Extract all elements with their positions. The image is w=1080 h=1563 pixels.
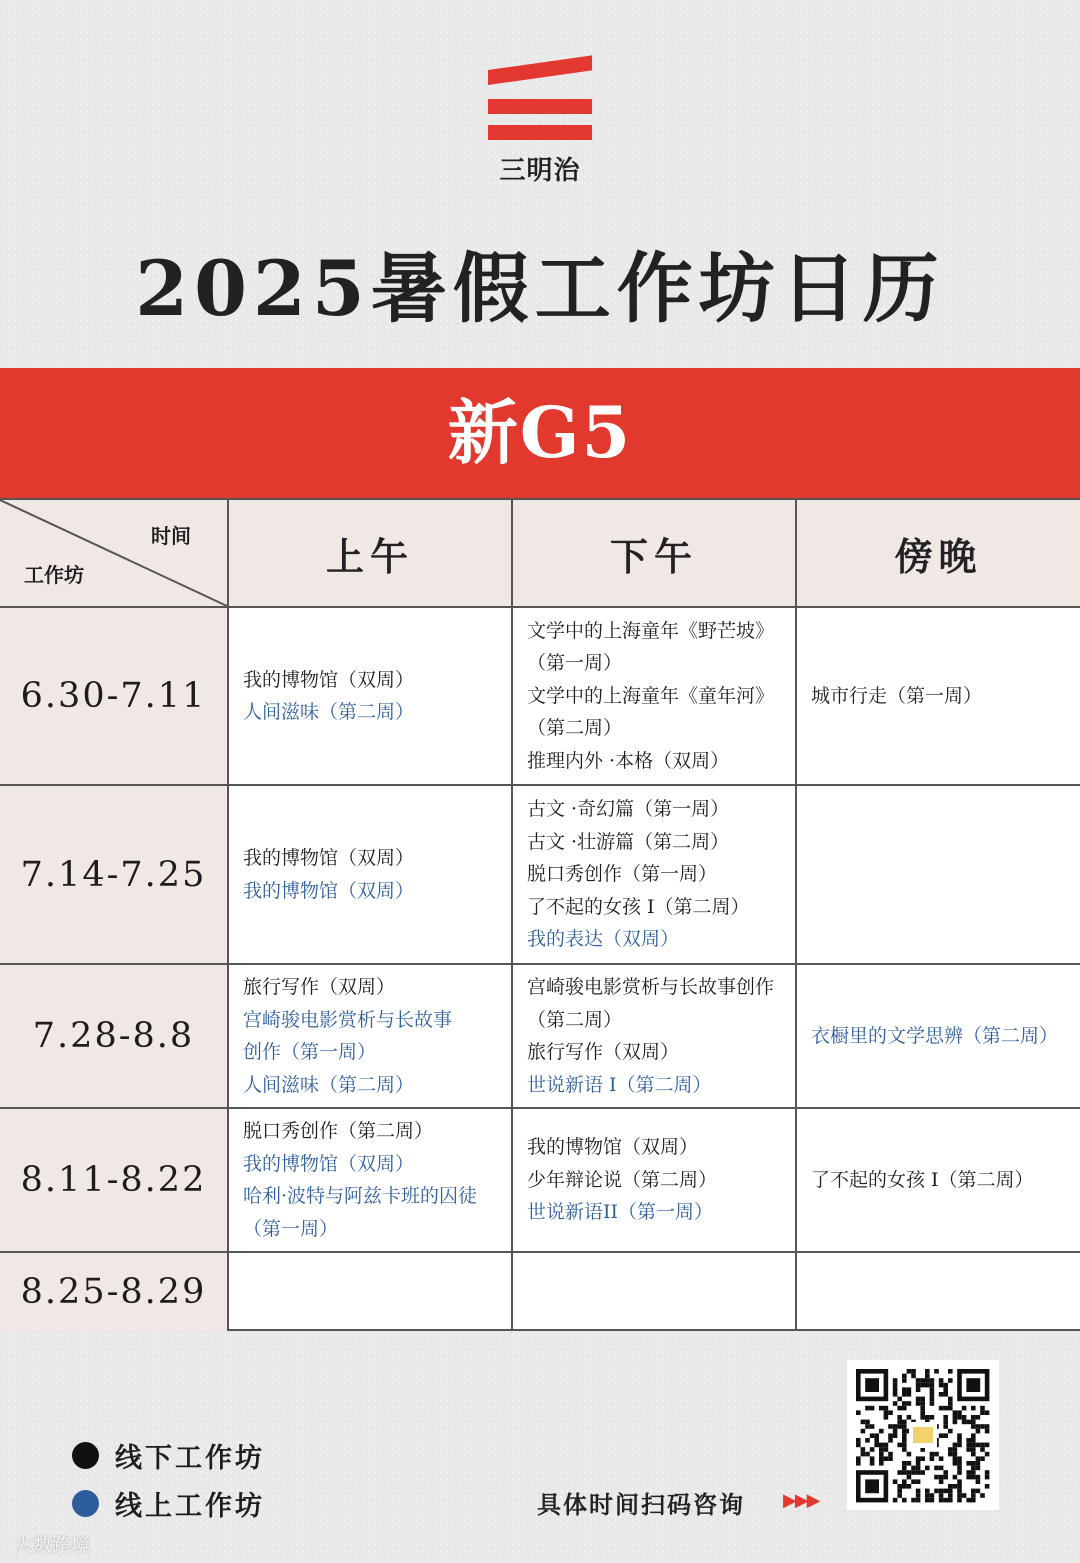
column-header-afternoon: 下午 bbox=[513, 500, 797, 608]
corner-header bbox=[0, 500, 229, 608]
legend-offline bbox=[72, 1436, 265, 1475]
schedule-cell-am bbox=[229, 786, 513, 965]
watermark-text: 大数跨境 bbox=[14, 1534, 91, 1556]
schedule-table bbox=[0, 498, 1080, 1331]
workshop-entry: 创作（第一周） bbox=[243, 1041, 377, 1063]
workshop-entry: 文学中的上海童年《野芒坡》 bbox=[527, 619, 775, 642]
brand-name: 三明治 bbox=[499, 156, 581, 186]
workshop-entry: （第二周） bbox=[527, 1008, 623, 1031]
workshop-entry: 文学中的上海童年《童年河》 bbox=[527, 684, 775, 707]
workshop-entry: 人间滋味（第二周） bbox=[243, 1073, 415, 1096]
arrow-icon: ▶▶▶ bbox=[783, 1490, 819, 1511]
workshop-entry: 哈利·波特与阿兹卡班的囚徒 bbox=[243, 1185, 478, 1207]
workshop-entry: 我的博物馆（双周） bbox=[243, 668, 415, 691]
date-range-cell: 7.28-8.8 bbox=[0, 965, 229, 1109]
workshop-entry: 宫崎骏电影赏析与长故事 bbox=[243, 1008, 453, 1031]
workshop-entry: 古文 ·壮游篇（第二周） bbox=[527, 830, 730, 853]
schedule-cell-am bbox=[229, 608, 513, 786]
logo-stripe bbox=[488, 125, 592, 140]
workshop-entry: 了不起的女孩 I（第二周） bbox=[527, 895, 750, 918]
workshop-entry: 宫崎骏电影赏析与长故事创作 bbox=[527, 976, 775, 998]
workshop-entry: 我的博物馆（双周） bbox=[243, 847, 415, 869]
schedule-cell-pm bbox=[513, 608, 797, 786]
scan-hint: 具体时间扫码咨询 bbox=[537, 1490, 745, 1519]
workshop-entry: （第二周） bbox=[527, 717, 623, 740]
date-range-cell: 7.14-7.25 bbox=[0, 786, 229, 965]
blue-dot-icon bbox=[72, 1490, 99, 1517]
workshop-entry: 旅行写作（双周） bbox=[527, 1041, 680, 1063]
workshop-entry: 少年辩论说（第二周） bbox=[527, 1168, 718, 1191]
schedule-cell-eve bbox=[797, 1109, 1080, 1253]
schedule-cell-eve bbox=[797, 1253, 1080, 1331]
workshop-entry: 人间滋味（第二周） bbox=[243, 701, 415, 723]
schedule-cell-eve bbox=[797, 786, 1080, 965]
schedule-cell-am bbox=[229, 965, 513, 1109]
workshop-entry: 我的博物馆（双周） bbox=[243, 1152, 415, 1175]
schedule-cell-pm bbox=[513, 786, 797, 965]
workshop-entry: 古文 ·奇幻篇（第一周） bbox=[527, 798, 730, 821]
legend-offline-label: 线下工作坊 bbox=[115, 1443, 265, 1474]
legend-online-label: 线上工作坊 bbox=[115, 1491, 265, 1522]
diagonal-divider bbox=[0, 500, 229, 608]
workshop-entry: 我的表达（双周） bbox=[527, 928, 680, 951]
qr-code-pattern bbox=[847, 1360, 999, 1510]
date-range-cell: 8.11-8.22 bbox=[0, 1109, 229, 1253]
workshop-entry: 推理内外 ·本格（双周） bbox=[527, 749, 730, 772]
workshop-entry: 我的博物馆（双周） bbox=[243, 879, 415, 902]
column-header-evening: 傍晚 bbox=[797, 500, 1080, 608]
workshop-entry: 我的博物馆（双周） bbox=[527, 1136, 699, 1159]
date-range-cell: 8.25-8.29 bbox=[0, 1253, 229, 1331]
workshop-entry: 了不起的女孩 I（第二周） bbox=[811, 1168, 1034, 1191]
logo-stripe bbox=[488, 55, 592, 85]
workshop-entry: 世说新语II（第一周） bbox=[527, 1201, 714, 1224]
page-title: 2025暑假工作坊日历 bbox=[135, 244, 945, 333]
schedule-cell-pm bbox=[513, 1109, 797, 1253]
schedule-cell-eve bbox=[797, 965, 1080, 1109]
schedule-cell-am bbox=[229, 1253, 513, 1331]
workshop-entry: 脱口秀创作（第一周） bbox=[527, 863, 718, 886]
workshop-entry: 旅行写作（双周） bbox=[243, 976, 396, 998]
corner-workshop-label: 工作坊 bbox=[24, 563, 84, 587]
workshop-entry: （第一周） bbox=[243, 1217, 339, 1240]
workshop-entry: 城市行走（第一周） bbox=[811, 684, 983, 707]
corner-time-label: 时间 bbox=[151, 524, 191, 548]
schedule-cell-eve bbox=[797, 608, 1080, 786]
schedule-cell-am bbox=[229, 1109, 513, 1253]
sanmingzhi-logo-icon bbox=[486, 58, 594, 186]
black-dot-icon bbox=[72, 1442, 99, 1469]
workshop-entry: 世说新语 I（第二周） bbox=[527, 1073, 712, 1096]
workshop-entry: 衣橱里的文学思辨（第二周） bbox=[811, 1024, 1059, 1047]
column-header-morning: 上午 bbox=[229, 500, 513, 608]
workshop-entry: 脱口秀创作（第二周） bbox=[243, 1120, 434, 1142]
schedule-cell-pm bbox=[513, 965, 797, 1109]
qr-code-icon[interactable] bbox=[847, 1360, 999, 1510]
workshop-entry: （第一周） bbox=[527, 652, 623, 675]
date-range-cell: 6.30-7.11 bbox=[0, 608, 229, 786]
schedule-cell-pm bbox=[513, 1253, 797, 1331]
program-banner: 新G5 bbox=[0, 368, 1080, 498]
legend-online bbox=[72, 1484, 265, 1523]
logo-stripe bbox=[488, 99, 592, 114]
